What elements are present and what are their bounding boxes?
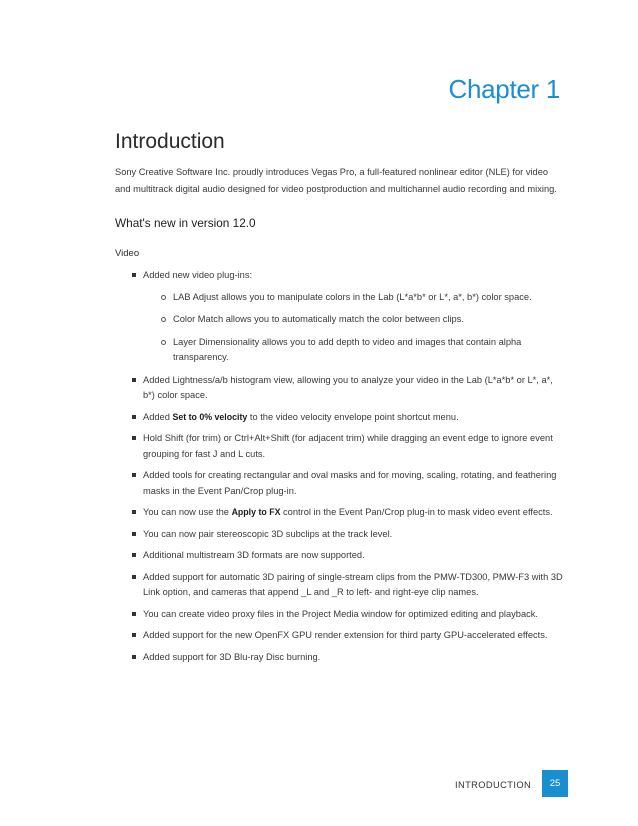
page-number: 25 xyxy=(542,770,568,797)
sub-list xyxy=(143,290,565,366)
list-item-text: Hold Shift (for trim) or Ctrl+Alt+Shift (for adjacent trim) while dragging an event edge to ignore event grouping for fast J and L cuts. xyxy=(143,433,553,459)
list-item xyxy=(115,607,565,623)
page-heading: Introduction xyxy=(115,130,225,153)
list-item-text: Additional multistream 3D formats are now supported. xyxy=(143,550,365,560)
square-bullet-icon xyxy=(132,532,136,536)
square-bullet-icon xyxy=(132,655,136,659)
list-item-text-post: control in the Event Pan/Crop plug-in to mask video event effects. xyxy=(280,507,553,517)
list-item-text: Added tools for creating rectangular and oval masks and for moving, scaling, rotating, and feathering masks in the Event Pan/Crop plug-in. xyxy=(143,470,557,496)
list-item xyxy=(115,505,565,521)
sub-list-item-text: LAB Adjust allows you to manipulate colors in the Lab (L*a*b* or L*, a*, b*) color space. xyxy=(173,291,532,302)
square-bullet-icon xyxy=(132,273,136,277)
sub-list-item xyxy=(143,335,565,366)
list-item xyxy=(115,373,565,404)
list-item-text-post: to the video velocity envelope point shortcut menu. xyxy=(247,411,459,422)
square-bullet-icon xyxy=(132,633,136,637)
sub-list-item-text: Color Match allows you to automatically match the color between clips. xyxy=(173,314,464,324)
list-item-text: Added support for automatic 3D pairing of single-stream clips from the PMW-TD300, PMW-F3 with 3D Link option, and cameras that append _L and _R to left- and right-eye clip names. xyxy=(143,571,563,597)
page-content xyxy=(115,130,565,671)
footer-section-label: INTRODUCTION xyxy=(455,780,532,790)
list-item xyxy=(115,268,565,366)
square-bullet-icon xyxy=(132,415,136,419)
list-item xyxy=(115,527,565,543)
list-item-text: Added support for 3D Blu-ray Disc burning. xyxy=(143,651,321,662)
list-item xyxy=(115,410,565,426)
list-item-text: Added support for the new OpenFX GPU render extension for third party GPU-accelerated effects. xyxy=(143,630,548,640)
list-item xyxy=(115,570,565,601)
square-bullet-icon xyxy=(132,612,136,616)
subsection-title: Video xyxy=(115,248,140,259)
chapter-title: Chapter 1 xyxy=(448,74,560,104)
list-item-text-pre: You can now use the xyxy=(143,507,232,517)
section-title: What's new in version 12.0 xyxy=(115,216,256,230)
list-item xyxy=(115,650,565,666)
list-item-text: You can now pair stereoscopic 3D subclips at the track level. xyxy=(143,528,393,539)
list-item-text: Added Lightness/a/b histogram view, allowing you to analyze your video in the Lab (L*a*b* or L*, a*, b*) color space. xyxy=(143,374,553,400)
list-item-text: Added new video plug-ins: xyxy=(143,270,253,280)
sub-list-item-text: Layer Dimensionality allows you to add depth to video and images that contain alpha transparency. xyxy=(173,336,522,362)
sub-list-item xyxy=(143,312,565,328)
square-bullet-icon xyxy=(132,510,136,514)
command-name: Set to 0% velocity xyxy=(172,411,248,422)
square-bullet-icon xyxy=(132,436,136,440)
intro-paragraph: Sony Creative Software Inc. proudly introduces Vegas Pro, a full-featured nonlinear editor (NLE) for video and multitrack digital audio designed for video postproduction and multichannel audio recording and mixing. xyxy=(115,167,557,194)
list-item xyxy=(115,628,565,644)
list-item xyxy=(115,431,565,462)
sub-list-item xyxy=(143,290,565,306)
square-bullet-icon xyxy=(132,553,136,557)
square-bullet-icon xyxy=(132,575,136,579)
circle-bullet-icon xyxy=(161,340,166,345)
feature-list xyxy=(115,268,565,665)
list-item-text: You can create video proxy files in the Project Media window for optimized editing and playback. xyxy=(143,608,538,619)
circle-bullet-icon xyxy=(161,295,166,300)
square-bullet-icon xyxy=(132,378,136,382)
command-name: Apply to FX xyxy=(231,507,281,517)
list-item xyxy=(115,468,565,499)
list-item xyxy=(115,548,565,564)
square-bullet-icon xyxy=(132,473,136,477)
list-item-text-pre: Added xyxy=(143,411,173,422)
circle-bullet-icon xyxy=(161,317,166,322)
